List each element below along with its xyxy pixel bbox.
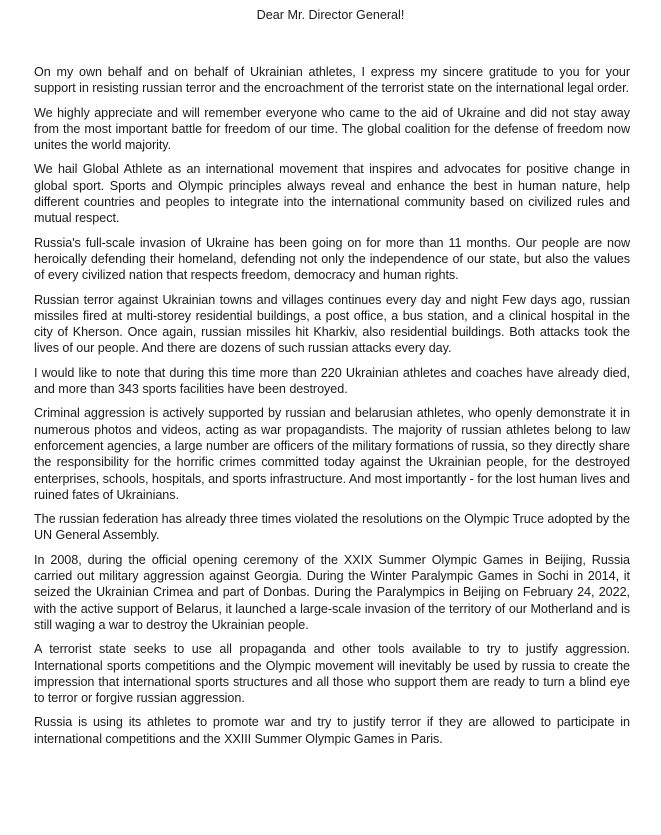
paragraph-criminal-aggression: Criminal aggression is actively supported by russian and belarusian athletes, who openly demonstrate it in numerous photos and videos, acting as war propagandists. The majority of russian athletes belong to law enforcement agencies, a large number are officers of the military formations of russia, so they directly share the responsibility for the horrific crimes committed today against the Ukrainian people, for the destroyed enterprises, schools, hospitals, and sports infrastructure. And most importantly - for the lost human lives and ruined fates of Ukrainians.: [34, 406, 630, 502]
paragraph-paris-games: Russia is using its athletes to promote war and try to justify terror if they are allowed to participate in international competitions and the XXIII Summer Olympic Games in Paris.: [34, 715, 630, 746]
paragraph-invasion: Russia's full-scale invasion of Ukraine has been going on for more than 11 months. Our people are now heroically defending their homeland, defending not only the independence of our state, but also the values of every civilized nation that respects freedom, democracy and human rights.: [34, 235, 630, 283]
paragraph-gratitude: On my own behalf and on behalf of Ukrainian athletes, I express my sincere gratitude to you for your support in resisting russian terror and the encroachment of the terrorist state on the international legal order.: [34, 65, 630, 96]
paragraph-olympic-truce: The russian federation has already three times violated the resolutions on the Olympic Truce adopted by the UN General Assembly.: [34, 512, 630, 543]
paragraph-propaganda: A terrorist state seeks to use all propaganda and other tools available to try to justify aggression. International sports competitions and the Olympic movement will inevitably be used by russia to create the impression that international sports structures and all those who support them are ready to turn a blind eye to terror or forgive russian aggression.: [34, 642, 630, 706]
paragraph-athlete-losses: I would like to note that during this time more than 220 Ukrainian athletes and coaches have already died, and more than 343 sports facilities have been destroyed.: [34, 365, 630, 397]
paragraph-global-athlete: We hail Global Athlete as an international movement that inspires and advocates for positive change in global sport. Sports and Olympic principles always reveal and enhance the best in human nature, help different countries and peoples to integrate into the international community based on civilized rules and mutual respect.: [34, 162, 630, 226]
paragraph-appreciation: We highly appreciate and will remember everyone who came to the aid of Ukraine and did not stay away from the most important battle for freedom of our time. The global coalition for the defense of freedom now unites the world majority.: [34, 105, 630, 153]
paragraph-russian-terror: Russian terror against Ukrainian towns and villages continues every day and night Few days ago, russian missiles fired at multi-storey residential buildings, a post office, a bus station, and a clinical hospital in the city of Kherson. Once again, russian missiles hit Kharkiv, also residential buildings. Both attacks took the lives of our people. And there are dozens of such russian attacks every day.: [34, 292, 630, 356]
paragraph-history: In 2008, during the official opening ceremony of the XXIX Summer Olympic Games in Beijing, Russia carried out military aggression against Georgia. During the Winter Paralympic Games in Sochi in 2014, it seized the Ukrainian Crimea and part of Donbas. During the Paralympics in Beijing on February 24, 2022, with the active support of Belarus, it launched a large-scale invasion of the territory of our Motherland and is still waging a war to destroy the Ukrainian people.: [34, 552, 630, 632]
letter-body: [34, 64, 630, 755]
letter-salutation: Dear Mr. Director General!: [256, 8, 405, 22]
